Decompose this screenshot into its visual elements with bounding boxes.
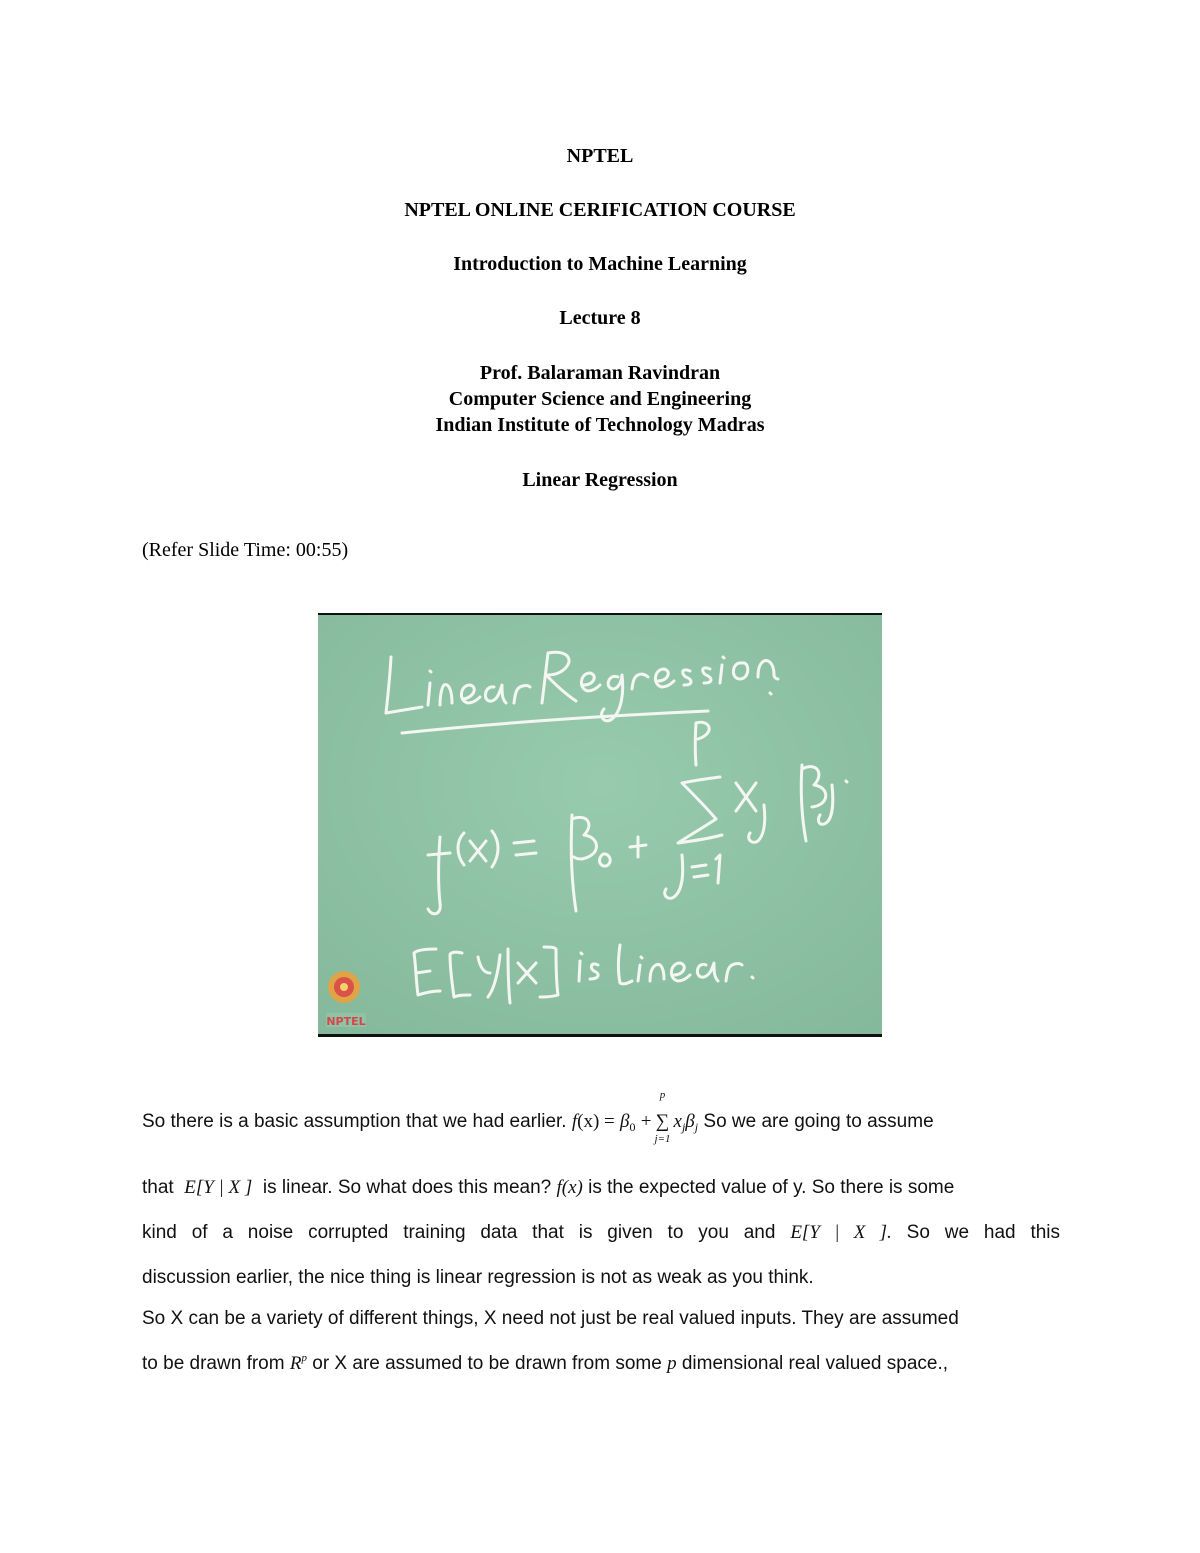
math-expectation: E[Y | X ]. — [790, 1222, 892, 1243]
header-professor: Prof. Balaraman Ravindran — [479, 362, 721, 384]
header-department: Computer Science and Engineering — [448, 388, 752, 410]
header-course-title: Introduction to Machine Learning — [453, 253, 747, 275]
text-span: is the expected value of y. So there is some — [588, 1177, 955, 1198]
sum-sign: ∑ — [655, 1111, 670, 1132]
chalkboard — [318, 615, 882, 1037]
text-span: that — [142, 1177, 174, 1198]
math-sum — [652, 1089, 674, 1145]
transcript-line-5: So X can be a variety of different things, X need not just be real valued inputs. They are assumed — [142, 1308, 959, 1329]
text-span: So we are going to assume — [703, 1111, 934, 1132]
header-course-type: NPTEL ONLINE CERIFICATION COURSE — [404, 199, 796, 221]
math-x: x — [673, 1111, 682, 1132]
sum-lower: j=1 — [654, 1133, 671, 1145]
math-p: p — [667, 1353, 677, 1374]
transcript-line-6 — [142, 1352, 1060, 1375]
text-span: to be drawn from — [142, 1353, 285, 1374]
transcript-line-4: discussion earlier, the nice thing is linear regression is not as weak as you think. — [142, 1267, 814, 1288]
math-f: f — [571, 1111, 578, 1132]
math-beta: β — [685, 1111, 695, 1132]
sum-upper: p — [659, 1089, 666, 1101]
math-fx: f(x) — [556, 1177, 583, 1198]
math-superscript: p — [301, 1352, 307, 1364]
text-span: dimensional real valued space., — [681, 1353, 949, 1374]
header-org: NPTEL — [566, 145, 634, 167]
header-institute: Indian Institute of Technology Madras — [435, 414, 765, 436]
transcript-line-2 — [142, 1177, 1060, 1199]
math-plus: + — [640, 1111, 652, 1132]
math-beta: β — [620, 1111, 630, 1132]
math-R: R — [289, 1353, 302, 1374]
math-subscript: j — [694, 1120, 699, 1134]
math-paren-x: (x) = — [577, 1111, 615, 1132]
transcript-line-1 — [142, 1089, 1060, 1145]
logo-label: NPTEL — [326, 1015, 366, 1028]
transcript-line-3 — [142, 1222, 1060, 1244]
refer-slide-time: (Refer Slide Time: 00:55) — [142, 539, 349, 561]
text-span: or X are assumed to be drawn from some — [312, 1353, 662, 1374]
header-topic: Linear Regression — [522, 469, 678, 491]
math-subscript: 0 — [629, 1120, 636, 1134]
header-lecture: Lecture 8 — [559, 307, 641, 329]
text-span: is linear. So what does this mean? — [262, 1177, 552, 1198]
text-span: So we had this — [906, 1222, 1061, 1243]
text-span: kind of a noise corrupted training data that is given to you and — [142, 1222, 776, 1243]
text-span: So there is a basic assumption that we had earlier. — [142, 1111, 567, 1132]
math-expectation: E[Y | X ] — [184, 1177, 253, 1198]
lecture-slide-image — [318, 613, 882, 1037]
math-subscript: j — [681, 1120, 686, 1134]
